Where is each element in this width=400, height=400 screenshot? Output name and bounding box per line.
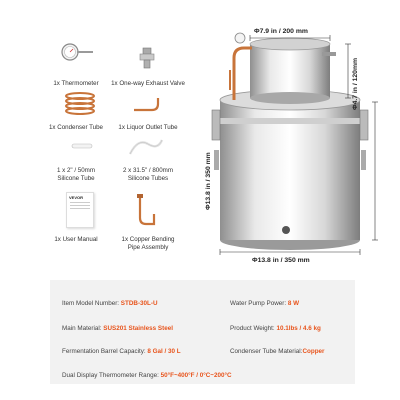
dimension-lines	[200, 30, 400, 270]
accessory-label-silicone-tube-2: Silicone Tube	[57, 175, 95, 182]
spec-weight-key: Product Weight:	[230, 325, 277, 332]
silicone-tube-icon	[70, 140, 94, 152]
exhaust-valve-icon	[135, 46, 159, 70]
spec-material-key: Main Material:	[62, 325, 104, 332]
accessory-label-copper-pipe-1: 1x Copper Bending	[121, 236, 175, 243]
spec-condenser	[230, 340, 325, 358]
thermometer-icon	[60, 42, 96, 72]
silicone-tubes-icon	[126, 134, 166, 160]
accessory-label-silicone-tubes-1: 2 x 31.5" / 800mm	[122, 167, 173, 174]
accessory-label-silicone-tube-1: 1 x 2" / 50mm	[57, 167, 95, 174]
dimension-top-diameter: Φ7.9 in / 200 mm	[254, 28, 308, 35]
accessory-label-user-manual: 1x User Manual	[54, 236, 98, 243]
spec-power	[230, 292, 299, 310]
spec-capacity	[62, 340, 181, 358]
manual-brand: VEVOR	[69, 195, 84, 200]
spec-material-value: SUS201 Stainless Steel	[103, 325, 173, 332]
spec-thermometer-range	[62, 364, 232, 382]
spec-thermometer-range-key: Dual Display Thermometer Range:	[62, 372, 161, 379]
spec-model-value: STDB-30L-U	[120, 300, 158, 307]
spec-model	[62, 292, 158, 310]
specs-panel	[50, 280, 355, 384]
spec-model-key: Item Model Number:	[62, 300, 121, 307]
accessory-label-thermometer: 1x Thermometer	[53, 80, 99, 87]
accessory-label-liquor-outlet-tube: 1x Liquor Outlet Tube	[118, 124, 178, 131]
accessory-label-copper-pipe-2: Pipe Assembly	[127, 244, 169, 251]
accessory-label-condenser-tube: 1x Condenser Tube	[48, 124, 103, 131]
spec-power-value: 8 W	[287, 300, 300, 307]
spec-power-key: Water Pump Power:	[230, 300, 288, 307]
spec-capacity-value: 8 Gal / 30 L	[147, 348, 181, 355]
dimension-body-diameter: Φ13.8 in / 350 mm	[252, 257, 310, 264]
spec-material	[62, 317, 173, 335]
spec-condenser-value: Copper	[302, 348, 325, 355]
spec-capacity-key: Fermentation Barrel Capacity:	[62, 348, 148, 355]
spec-weight-value: 10.1lbs / 4.6 kg	[276, 325, 321, 332]
copper-pipe-icon	[134, 192, 164, 228]
condenser-tube-icon	[60, 90, 100, 116]
dimension-top-height: Φ4.7 in / 120mm	[352, 57, 359, 110]
accessory-label-silicone-tubes-2: Silicone Tubes	[127, 175, 169, 182]
dimension-body-height: Φ13.8 in / 350 mm	[205, 152, 212, 210]
accessory-label-exhaust-valve: 1x One-way Exhaust Valve	[111, 80, 185, 87]
liquor-outlet-tube-icon	[132, 96, 162, 114]
spec-weight	[230, 317, 321, 335]
spec-condenser-key: Condenser Tube Material:	[230, 348, 303, 355]
user-manual-icon	[66, 192, 94, 228]
spec-thermometer-range-value: 50°F~400°F / 0°C~200°C	[160, 372, 232, 379]
